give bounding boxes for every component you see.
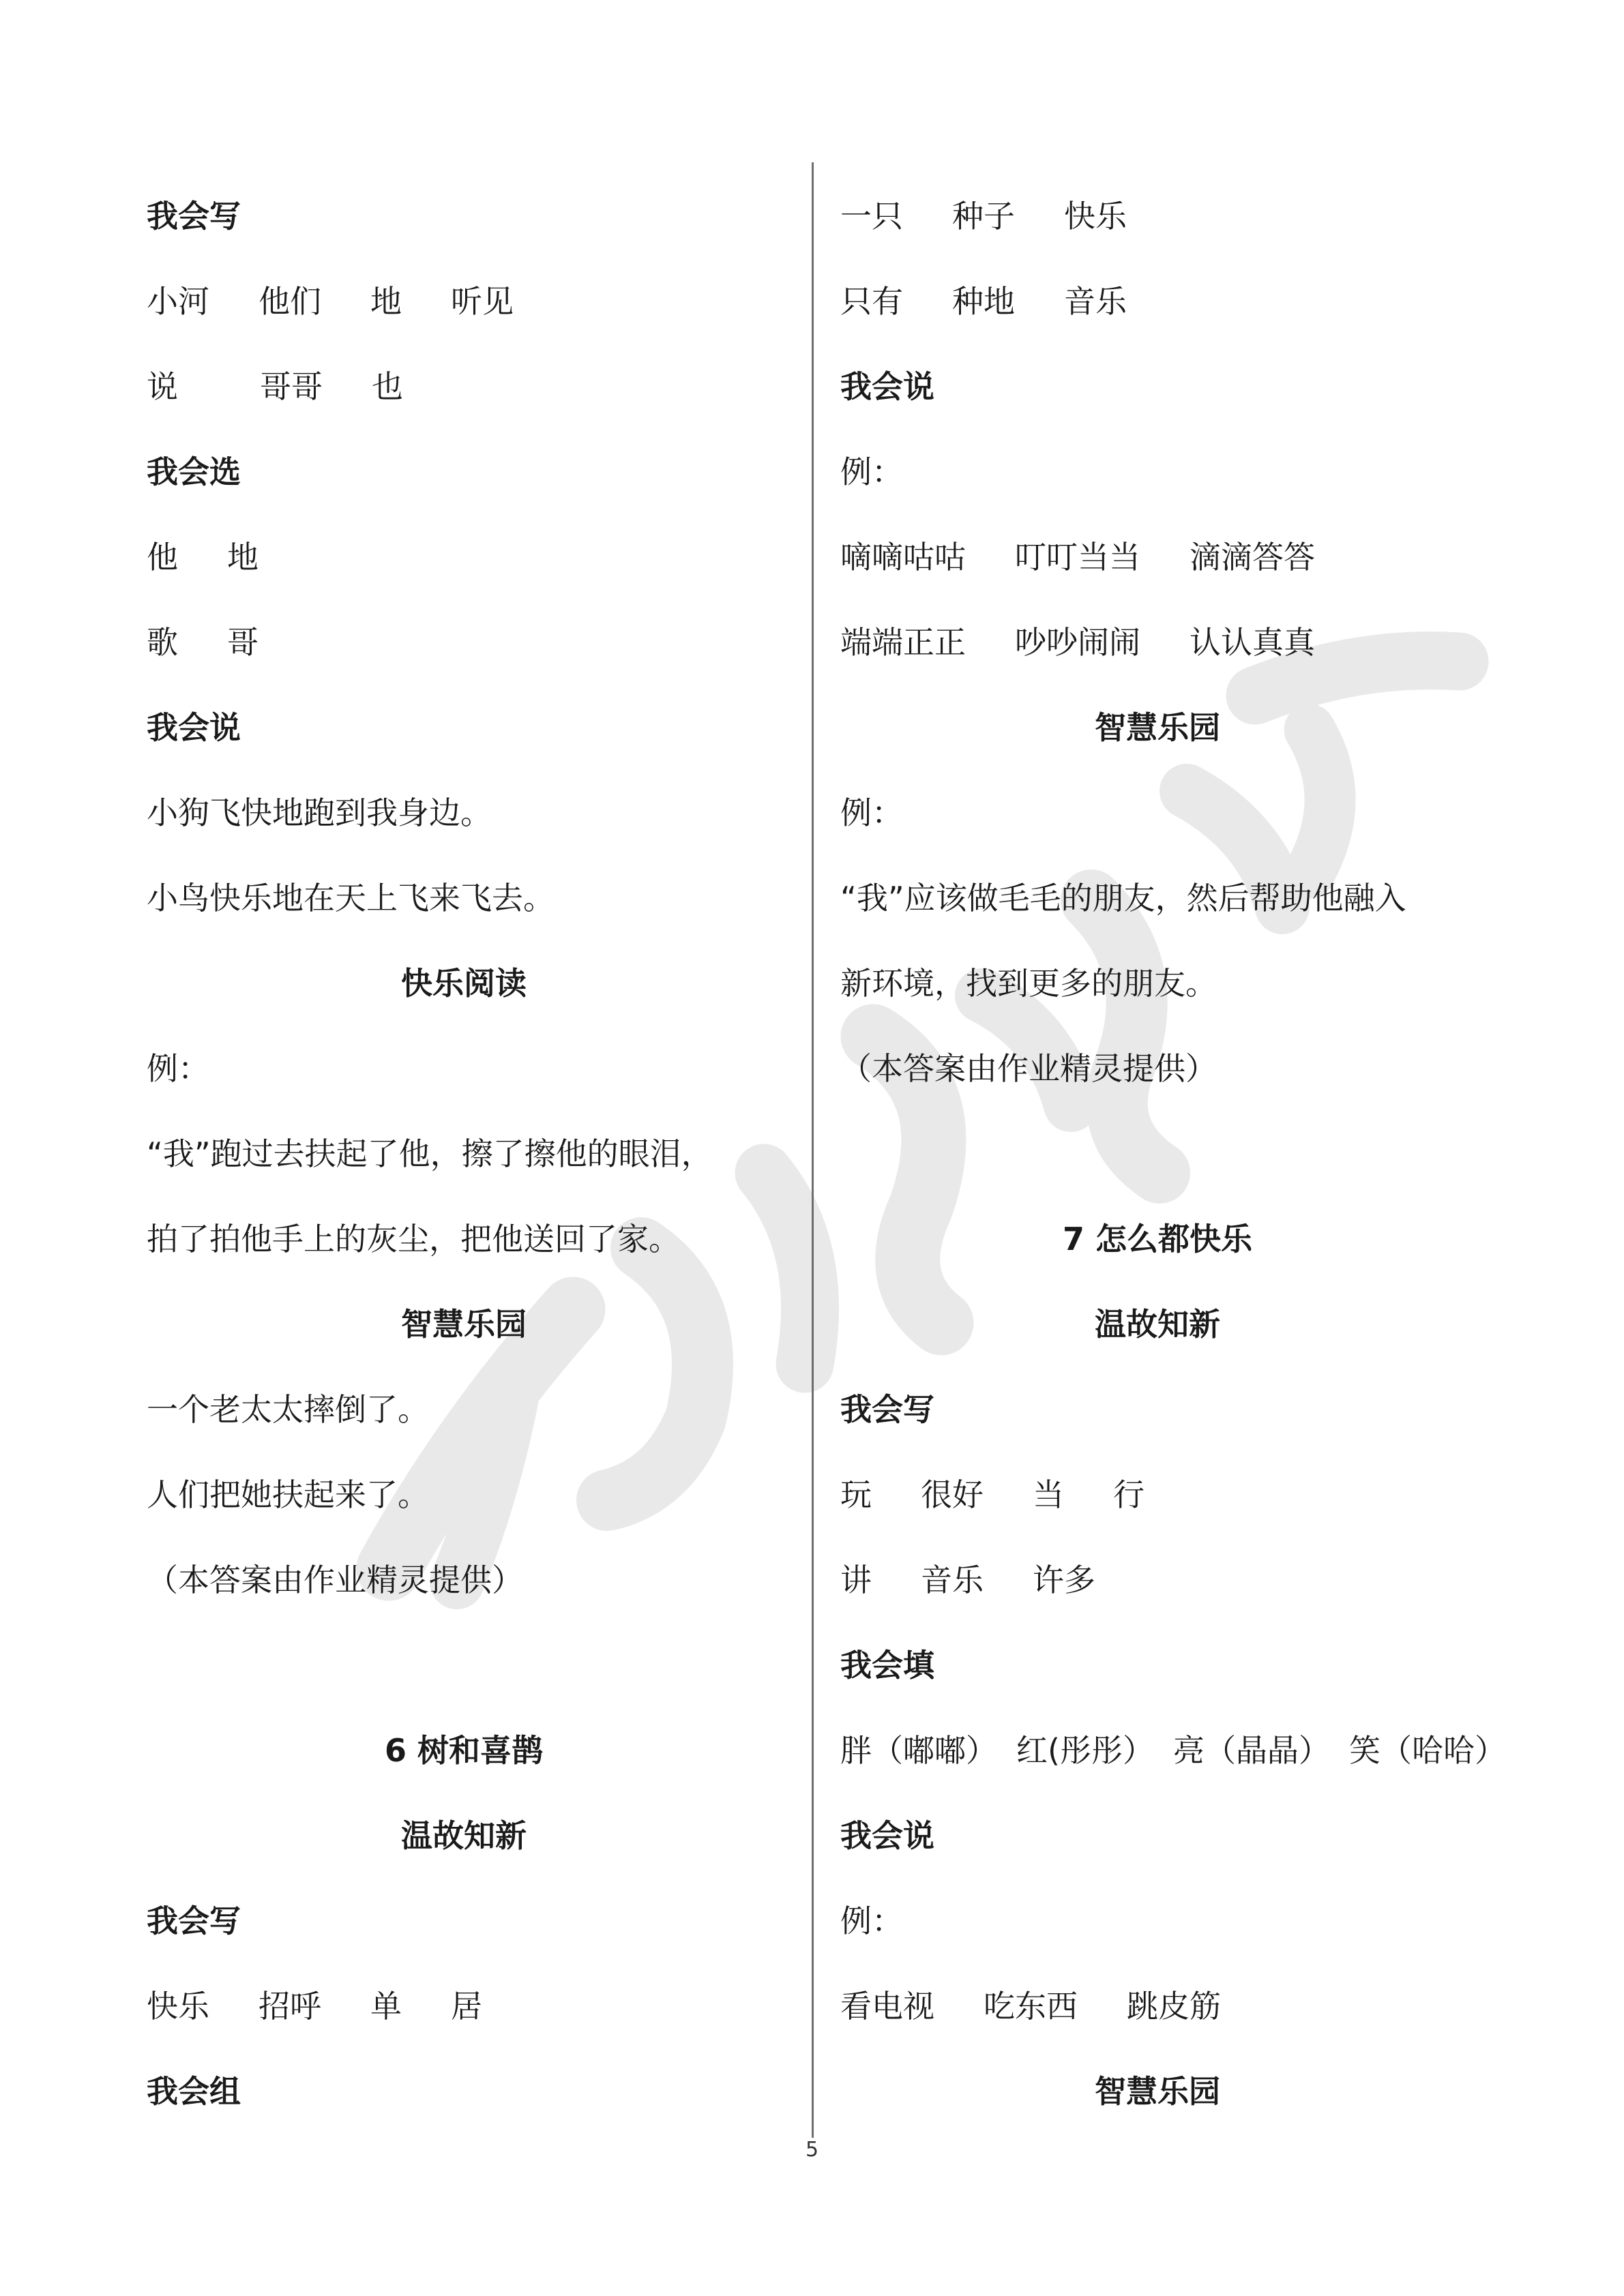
right-column: [840, 174, 1506, 2134]
answer-sentence: “我”跑过去扶起了他，擦了擦他的眼泪，: [147, 1135, 713, 1172]
word: 滴滴答答: [1190, 539, 1315, 576]
word-list: [147, 600, 781, 685]
word: 讲: [840, 1562, 872, 1598]
word: 地: [227, 539, 259, 576]
word: 许多: [1033, 1562, 1095, 1598]
word: 招呼: [259, 1988, 321, 2025]
section-heading: 我会组: [147, 2073, 241, 2110]
word: 种子: [952, 198, 1015, 235]
word-list: [840, 515, 1475, 600]
section-heading: 我会写: [147, 198, 241, 235]
example-label: 例：: [840, 1903, 903, 1939]
source-note: （本答案由作业精灵提供）: [840, 1050, 1217, 1087]
answer-sentence: 拍了拍他手上的灰尘，把他送回了家。: [147, 1221, 680, 1257]
section-title: 温故知新: [401, 1817, 527, 1854]
fill-in-answers: [840, 1708, 1506, 1793]
word: 音乐: [921, 1562, 984, 1598]
word: 单: [370, 1988, 402, 2025]
section-title: 快乐阅读: [401, 965, 527, 1002]
fill-answer: 笑（哈哈）: [1348, 1732, 1506, 1769]
word: 说: [147, 368, 178, 405]
word: 端端正正: [840, 624, 966, 661]
word-list: [147, 259, 781, 344]
word: 当: [1033, 1476, 1064, 1513]
column-divider: [812, 162, 814, 2138]
fill-answer: 红(彤彤）: [1016, 1732, 1154, 1769]
word-list: [840, 1964, 1475, 2049]
word: 叮叮当当: [1015, 539, 1140, 576]
lesson-title: 6 树和喜鹊: [384, 1732, 544, 1769]
section-heading: 我会填: [840, 1647, 934, 1684]
word: 吵吵闹闹: [1015, 624, 1140, 661]
source-note: （本答案由作业精灵提供）: [147, 1562, 523, 1598]
section-heading: 我会说: [840, 368, 934, 405]
word: 很好: [921, 1476, 984, 1513]
lesson-title: 7 怎么都快乐: [1062, 1221, 1253, 1257]
answer-sentence: 一个老太太摔倒了。: [147, 1391, 429, 1428]
answer-sentence: “我”应该做毛毛的朋友，然后帮助他融入: [840, 880, 1406, 916]
section-heading: 我会写: [840, 1391, 934, 1428]
section-title: 温故知新: [1095, 1306, 1220, 1343]
word: 跳皮筋: [1127, 1988, 1221, 2025]
answer-sentence: 小狗飞快地跑到我身边。: [147, 794, 492, 831]
word-list: [147, 1964, 781, 2049]
word: 小河: [147, 283, 209, 320]
word: 他们: [259, 283, 321, 320]
word: 音乐: [1064, 283, 1127, 320]
word-list: [840, 600, 1475, 685]
section-title: 智慧乐园: [401, 1306, 527, 1343]
word: 他: [147, 539, 178, 576]
section-heading: 我会说: [147, 709, 241, 746]
left-column: [147, 174, 781, 2134]
word-list: [840, 174, 1475, 259]
word: 嘀嘀咕咕: [840, 539, 966, 576]
word: 玩: [840, 1476, 872, 1513]
word: 种地: [952, 283, 1015, 320]
word: 行: [1113, 1476, 1145, 1513]
word: 居: [451, 1988, 482, 2025]
section-title: 智慧乐园: [1095, 2073, 1220, 2110]
section-title: 智慧乐园: [1095, 709, 1220, 746]
word: 哥: [227, 624, 259, 661]
answer-sentence: 人们把她扶起来了。: [147, 1476, 429, 1513]
word-list: [840, 1452, 1475, 1538]
word: 看电视: [840, 1988, 934, 2025]
word-list: [840, 259, 1475, 344]
word: 快乐: [1064, 198, 1127, 235]
example-label: 例：: [840, 453, 903, 490]
fill-answer: 亮（晶晶）: [1172, 1732, 1330, 1769]
section-heading: 我会说: [840, 1817, 934, 1854]
word: 听见: [451, 283, 514, 320]
fill-answer: 胖（嘟嘟）: [840, 1732, 997, 1769]
answer-sentence: 新环境，找到更多的朋友。: [840, 965, 1217, 1002]
page-number: 5: [805, 2138, 819, 2162]
word: 吃东西: [984, 1988, 1078, 2025]
section-heading: 我会选: [147, 453, 241, 490]
word-list: [840, 1538, 1475, 1623]
word: 也: [372, 368, 403, 405]
word-list: [147, 515, 781, 600]
word: 快乐: [147, 1988, 209, 2025]
word: 认认真真: [1190, 624, 1315, 661]
word: 哥哥: [260, 368, 323, 405]
word: 歌: [147, 624, 178, 661]
word-list: [147, 344, 781, 430]
section-heading: 我会写: [147, 1903, 241, 1939]
word: 一只: [840, 198, 903, 235]
example-label: 例：: [147, 1050, 209, 1087]
answer-sentence: 小鸟快乐地在天上飞来飞去。: [147, 880, 555, 916]
word: 只有: [840, 283, 903, 320]
example-label: 例：: [840, 794, 903, 831]
word: 地: [370, 283, 402, 320]
